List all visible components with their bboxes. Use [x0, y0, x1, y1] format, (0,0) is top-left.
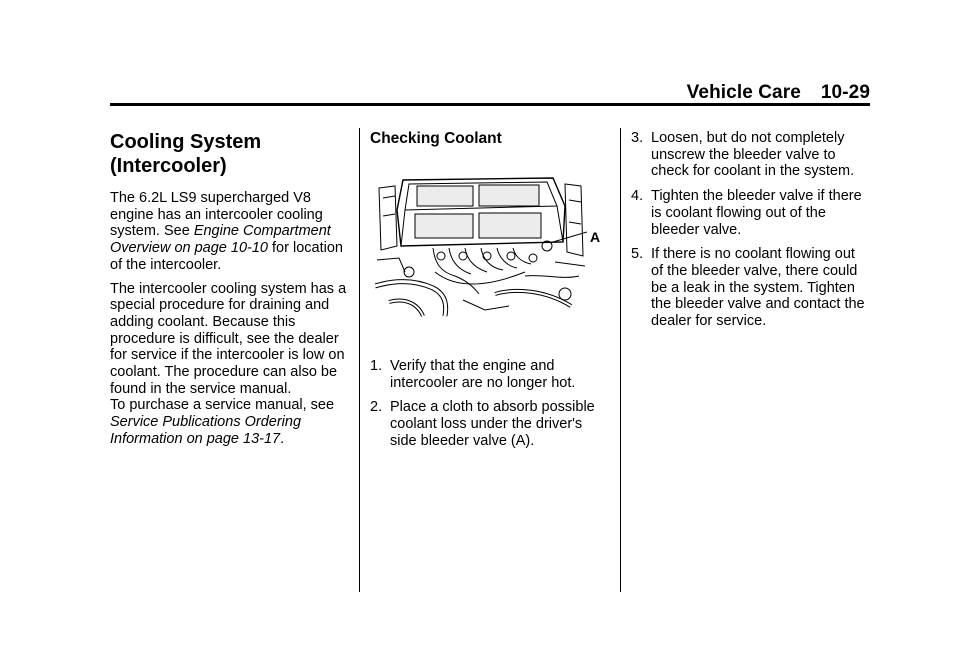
step-number: 1.	[370, 358, 383, 374]
intro-paragraph	[110, 190, 350, 274]
column-divider-1	[359, 128, 360, 592]
step-number: 2.	[370, 399, 383, 416]
column-3	[631, 130, 871, 338]
procedure-paragraph: The intercooler cooling system has a special procedure for draining and adding coolant. Because this procedure is difficult, see the dealer for service if the intercooler is low on coolant. The procedure can also be found in the service manual.	[110, 280, 347, 397]
intro-text-end: for location of the intercooler.	[110, 240, 343, 273]
service-publications-reference-link[interactable]: Service Publications Ordering Information on page 13-17	[110, 414, 302, 447]
service-manual-paragraph	[110, 397, 350, 447]
step-text: Loosen, but do not completely unscrew the bleeder valve to check for coolant in the system.	[651, 130, 855, 180]
steps-list-continued	[631, 130, 871, 330]
steps-list	[370, 358, 610, 450]
section-title-line-1: Cooling System	[110, 131, 262, 153]
subsection-title: Checking Coolant	[370, 130, 502, 147]
list-item	[631, 130, 871, 180]
list-item	[370, 399, 610, 449]
service-manual-text: To purchase a service manual, see	[110, 397, 335, 414]
callout-label-a: A	[590, 229, 601, 245]
step-number: 4.	[631, 188, 644, 205]
column-1	[110, 130, 350, 455]
list-item	[370, 358, 610, 391]
step-number: 5.	[631, 246, 644, 263]
section-title-line-2: (Intercooler)	[110, 155, 227, 177]
header-section-title: Vehicle Care	[686, 82, 801, 103]
step-text: Place a cloth to absorb possible coolant loss under the driver's side bleeder valve (A).	[390, 399, 595, 449]
step-number: 3.	[631, 130, 644, 146]
column-2	[370, 130, 610, 458]
step-text: If there is no coolant flowing out of the bleeder valve, there could be a leak in the system. Tighten the bleeder valve and contact the dealer for service.	[651, 246, 865, 330]
page-number: 10-29	[820, 82, 870, 103]
service-manual-text-end: .	[280, 430, 285, 447]
intro-text: The 6.2L LS9 supercharged V8 engine has an intercooler cooling system. See	[110, 190, 323, 240]
list-item	[631, 246, 871, 330]
engine-illustration	[370, 176, 610, 324]
section-title	[110, 130, 350, 178]
running-header	[0, 82, 870, 104]
column-divider-2	[620, 128, 621, 592]
step-text: Tighten the bleeder valve if there is coolant flowing out of the bleeder valve.	[651, 188, 862, 238]
header-rule	[110, 103, 870, 106]
step-text: Verify that the engine and intercooler are no longer hot.	[390, 358, 576, 391]
engine-compartment-reference-link[interactable]: Engine Compartment Overview on page 10-10	[110, 223, 331, 257]
list-item	[631, 188, 871, 238]
engine-illustration-drawing	[375, 176, 587, 322]
